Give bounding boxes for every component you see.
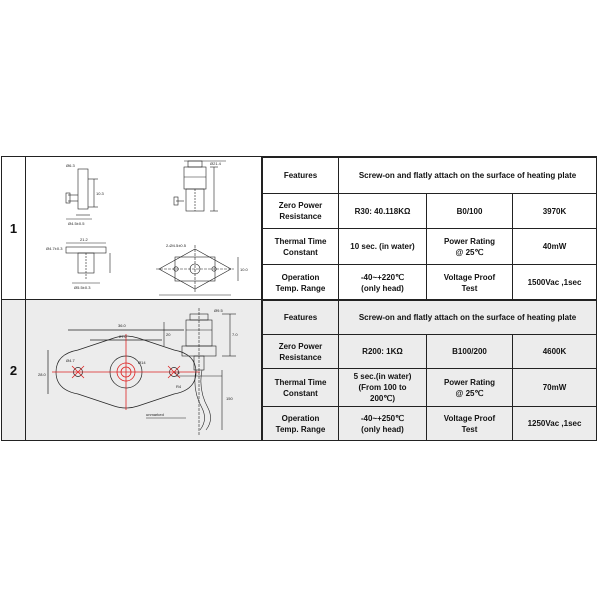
dimension-label: 10.3 — [96, 191, 104, 196]
bracket-side-view — [78, 169, 88, 209]
product-row-2 — [2, 300, 596, 440]
dimension-label: Ø4.7 — [66, 358, 75, 363]
dimension-label: 27.0 — [119, 334, 127, 339]
features-value: Screw-on and flatly attach on the surface of heating plate — [339, 301, 597, 335]
drawing-1-svg — [26, 157, 262, 300]
features-label: Features — [263, 158, 339, 194]
b-value: 4600K — [513, 335, 597, 369]
power-rating-value: 40mW — [513, 229, 597, 265]
dimension-label: 21.2 — [80, 237, 88, 242]
dimension-label: unmarked — [146, 412, 164, 417]
thermal-time-label: Thermal Time Constant — [263, 369, 339, 407]
zero-power-value: R200: 1KΩ — [339, 335, 427, 369]
voltage-label: Voltage Proof Test — [427, 407, 513, 441]
b-value: 3970K — [513, 194, 597, 229]
operation-value: -40~+250℃ (only head) — [339, 407, 427, 441]
technical-drawing-2 — [26, 300, 262, 440]
voltage-label: Voltage Proof Test — [427, 265, 513, 301]
dimension-label: 4.5 — [174, 370, 180, 375]
dimension-label: 28.0 — [38, 372, 46, 377]
zero-power-value: R30: 40.118KΩ — [339, 194, 427, 229]
dimension-label: 10.0 — [240, 267, 248, 272]
zero-power-label: Zero Power Resistance — [263, 194, 339, 229]
features-label: Features — [263, 301, 339, 335]
b-value-label: B100/200 — [427, 335, 513, 369]
drawing-2-svg — [26, 300, 262, 440]
dimension-label: Ø21.4 — [210, 161, 221, 166]
b-value-label: B0/100 — [427, 194, 513, 229]
spec-table-1 — [262, 157, 597, 301]
dimension-label: Ø4.7±0.3 — [46, 246, 63, 251]
dimension-label: R4 — [176, 384, 182, 389]
dimension-label: Ø9.5 — [214, 308, 223, 313]
spec-table-2 — [262, 300, 597, 441]
operation-label: Operation Temp. Range — [263, 265, 339, 301]
voltage-value: 1500Vac ,1sec — [513, 265, 597, 301]
dimension-label: 36.0 — [118, 323, 126, 328]
thermal-time-label: Thermal Time Constant — [263, 229, 339, 265]
operation-value: -40~+220℃ (only head) — [339, 265, 427, 301]
power-rating-label: Power Rating @ 25℃ — [427, 369, 513, 407]
operation-label: Operation Temp. Range — [263, 407, 339, 441]
product-row-1 — [2, 157, 596, 300]
dimension-label: 150 — [226, 396, 233, 401]
features-value: Screw-on and flatly attach on the surface of heating plate — [339, 158, 597, 194]
dimension-label: Ø5.5±0.3 — [74, 285, 91, 290]
dimension-label: Ø14 — [138, 360, 146, 365]
dimension-label: Ø6.3 — [66, 163, 75, 168]
power-rating-label: Power Rating @ 25℃ — [427, 229, 513, 265]
dimension-label: 20 — [166, 332, 171, 337]
zero-power-label: Zero Power Resistance — [263, 335, 339, 369]
dimension-label: 7.0 — [232, 332, 238, 337]
dimension-label: 2-Ø4.5±0.5 — [166, 243, 186, 248]
row-number: 2 — [2, 300, 26, 440]
datasheet-table — [1, 156, 597, 441]
technical-drawing-1 — [26, 157, 262, 299]
thermal-time-value: 5 sec.(in water) (From 100 to 200℃) — [339, 369, 427, 407]
power-rating-value: 70mW — [513, 369, 597, 407]
voltage-value: 1250Vac ,1sec — [513, 407, 597, 441]
dimension-label: Ø4.5±0.5 — [68, 221, 85, 226]
thermal-time-value: 10 sec. (in water) — [339, 229, 427, 265]
row-number: 1 — [2, 157, 26, 299]
